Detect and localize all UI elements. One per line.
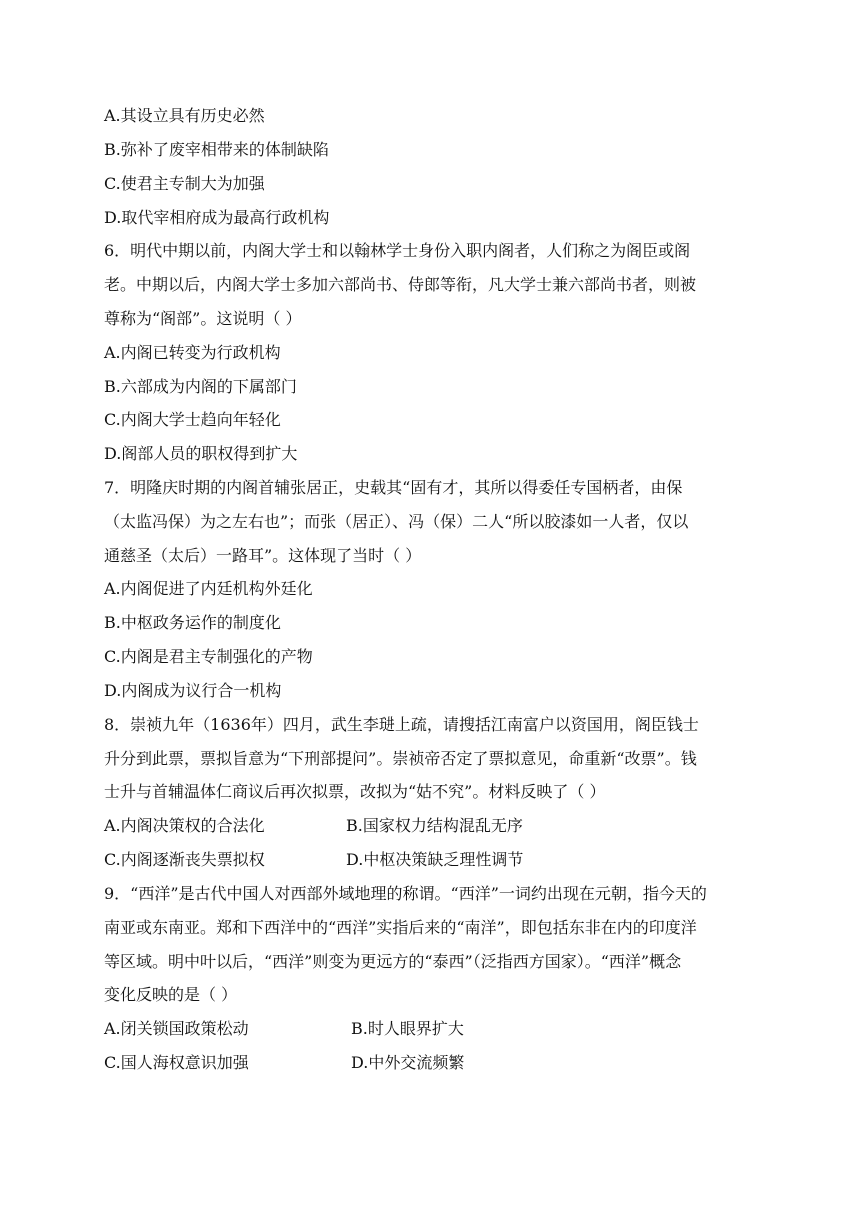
q9-option-c: C.国人海权意识加强: [104, 1053, 249, 1072]
q6-option-d: D.阁部人员的职权得到扩大: [104, 444, 298, 463]
q7-stem-line-2: （太监冯保）为之左右也”；而张（居正）、冯（保）二人“所以胶漆如一人者，仅以: [104, 512, 689, 531]
q9-stem-line-4: 变化反映的是（ ）: [104, 985, 238, 1004]
q7-option-c: C.内阁是君主专制强化的产物: [104, 647, 313, 666]
q6-stem-line-1: 6．明代中期以前，内阁大学士和以翰林学士身份入职内阁者，人们称之为阁臣或阁: [104, 241, 691, 260]
q6-option-c: C.内阁大学士趋向年轻化: [104, 410, 281, 429]
q5-option-a: A.其设立具有历史必然: [104, 106, 265, 125]
q6-stem-line-2: 老。中期以后，内阁大学士多加六部尚书、侍郎等衔，凡大学士兼六部尚书者，则被: [104, 275, 697, 294]
q9-option-b: B.时人眼界扩大: [351, 1019, 464, 1038]
q9-stem-line-1: 9．“西洋”是古代中国人对西部外域地理的称谓。“西洋”一词约出现在元朝，指今天的: [104, 884, 707, 903]
q8-option-a: A.内阁决策权的合法化: [104, 816, 265, 835]
q7-option-b: B.中枢政务运作的制度化: [104, 613, 281, 632]
q5-option-c: C.使君主专制大为加强: [104, 174, 265, 193]
q7-stem-line-1: 7．明隆庆时期的内阁首辅张居正，史载其“固有才，其所以得委任专国柄者，由保: [104, 478, 683, 497]
q5-option-d: D.取代宰相府成为最高行政机构: [104, 208, 330, 227]
q8-option-c: C.内阁逐渐丧失票拟权: [104, 850, 265, 869]
q6-option-a: A.内阁已转变为行政机构: [104, 343, 281, 362]
q7-option-a: A.内阁促进了内廷机构外廷化: [104, 579, 313, 598]
q8-stem-line-2: 升分到此票，票拟旨意为“下刑部提问”。崇祯帝否定了票拟意见，命重新“改票”。钱: [104, 749, 697, 768]
q8-option-b: B.国家权力结构混乱无序: [346, 816, 523, 835]
q6-stem-line-3: 尊称为“阁部”。这说明（ ）: [104, 309, 302, 328]
q8-option-d: D.中枢决策缺乏理性调节: [346, 850, 524, 869]
q9-stem-line-2: 南亚或东南亚。郑和下西洋中的“西洋”实指后来的“南洋”，即包括东非在内的印度洋: [104, 918, 697, 937]
q6-option-b: B.六部成为内阁的下属部门: [104, 377, 297, 396]
q9-option-d: D.中外交流频繁: [351, 1053, 465, 1072]
q9-option-a: A.闭关锁国政策松动: [104, 1019, 249, 1038]
q7-stem-line-3: 通慈圣（太后）一路耳”。这体现了当时（ ）: [104, 546, 422, 565]
q9-stem-line-3: 等区域。明中叶以后，“西洋”则变为更远方的“泰西”（泛指西方国家）。“西洋”概念: [104, 952, 682, 971]
q8-stem-line-3: 士升与首辅温体仁商议后再次拟票，改拟为“姑不究”。材料反映了（ ）: [104, 782, 606, 801]
q8-stem-line-1: 8．崇祯九年（1636年）四月，武生李琎上疏，请搜括江南富户以资国用，阁臣钱士: [104, 715, 699, 734]
q5-option-b: B.弥补了废宰相带来的体制缺陷: [104, 140, 329, 159]
q7-option-d: D.内阁成为议行合一机构: [104, 681, 282, 700]
